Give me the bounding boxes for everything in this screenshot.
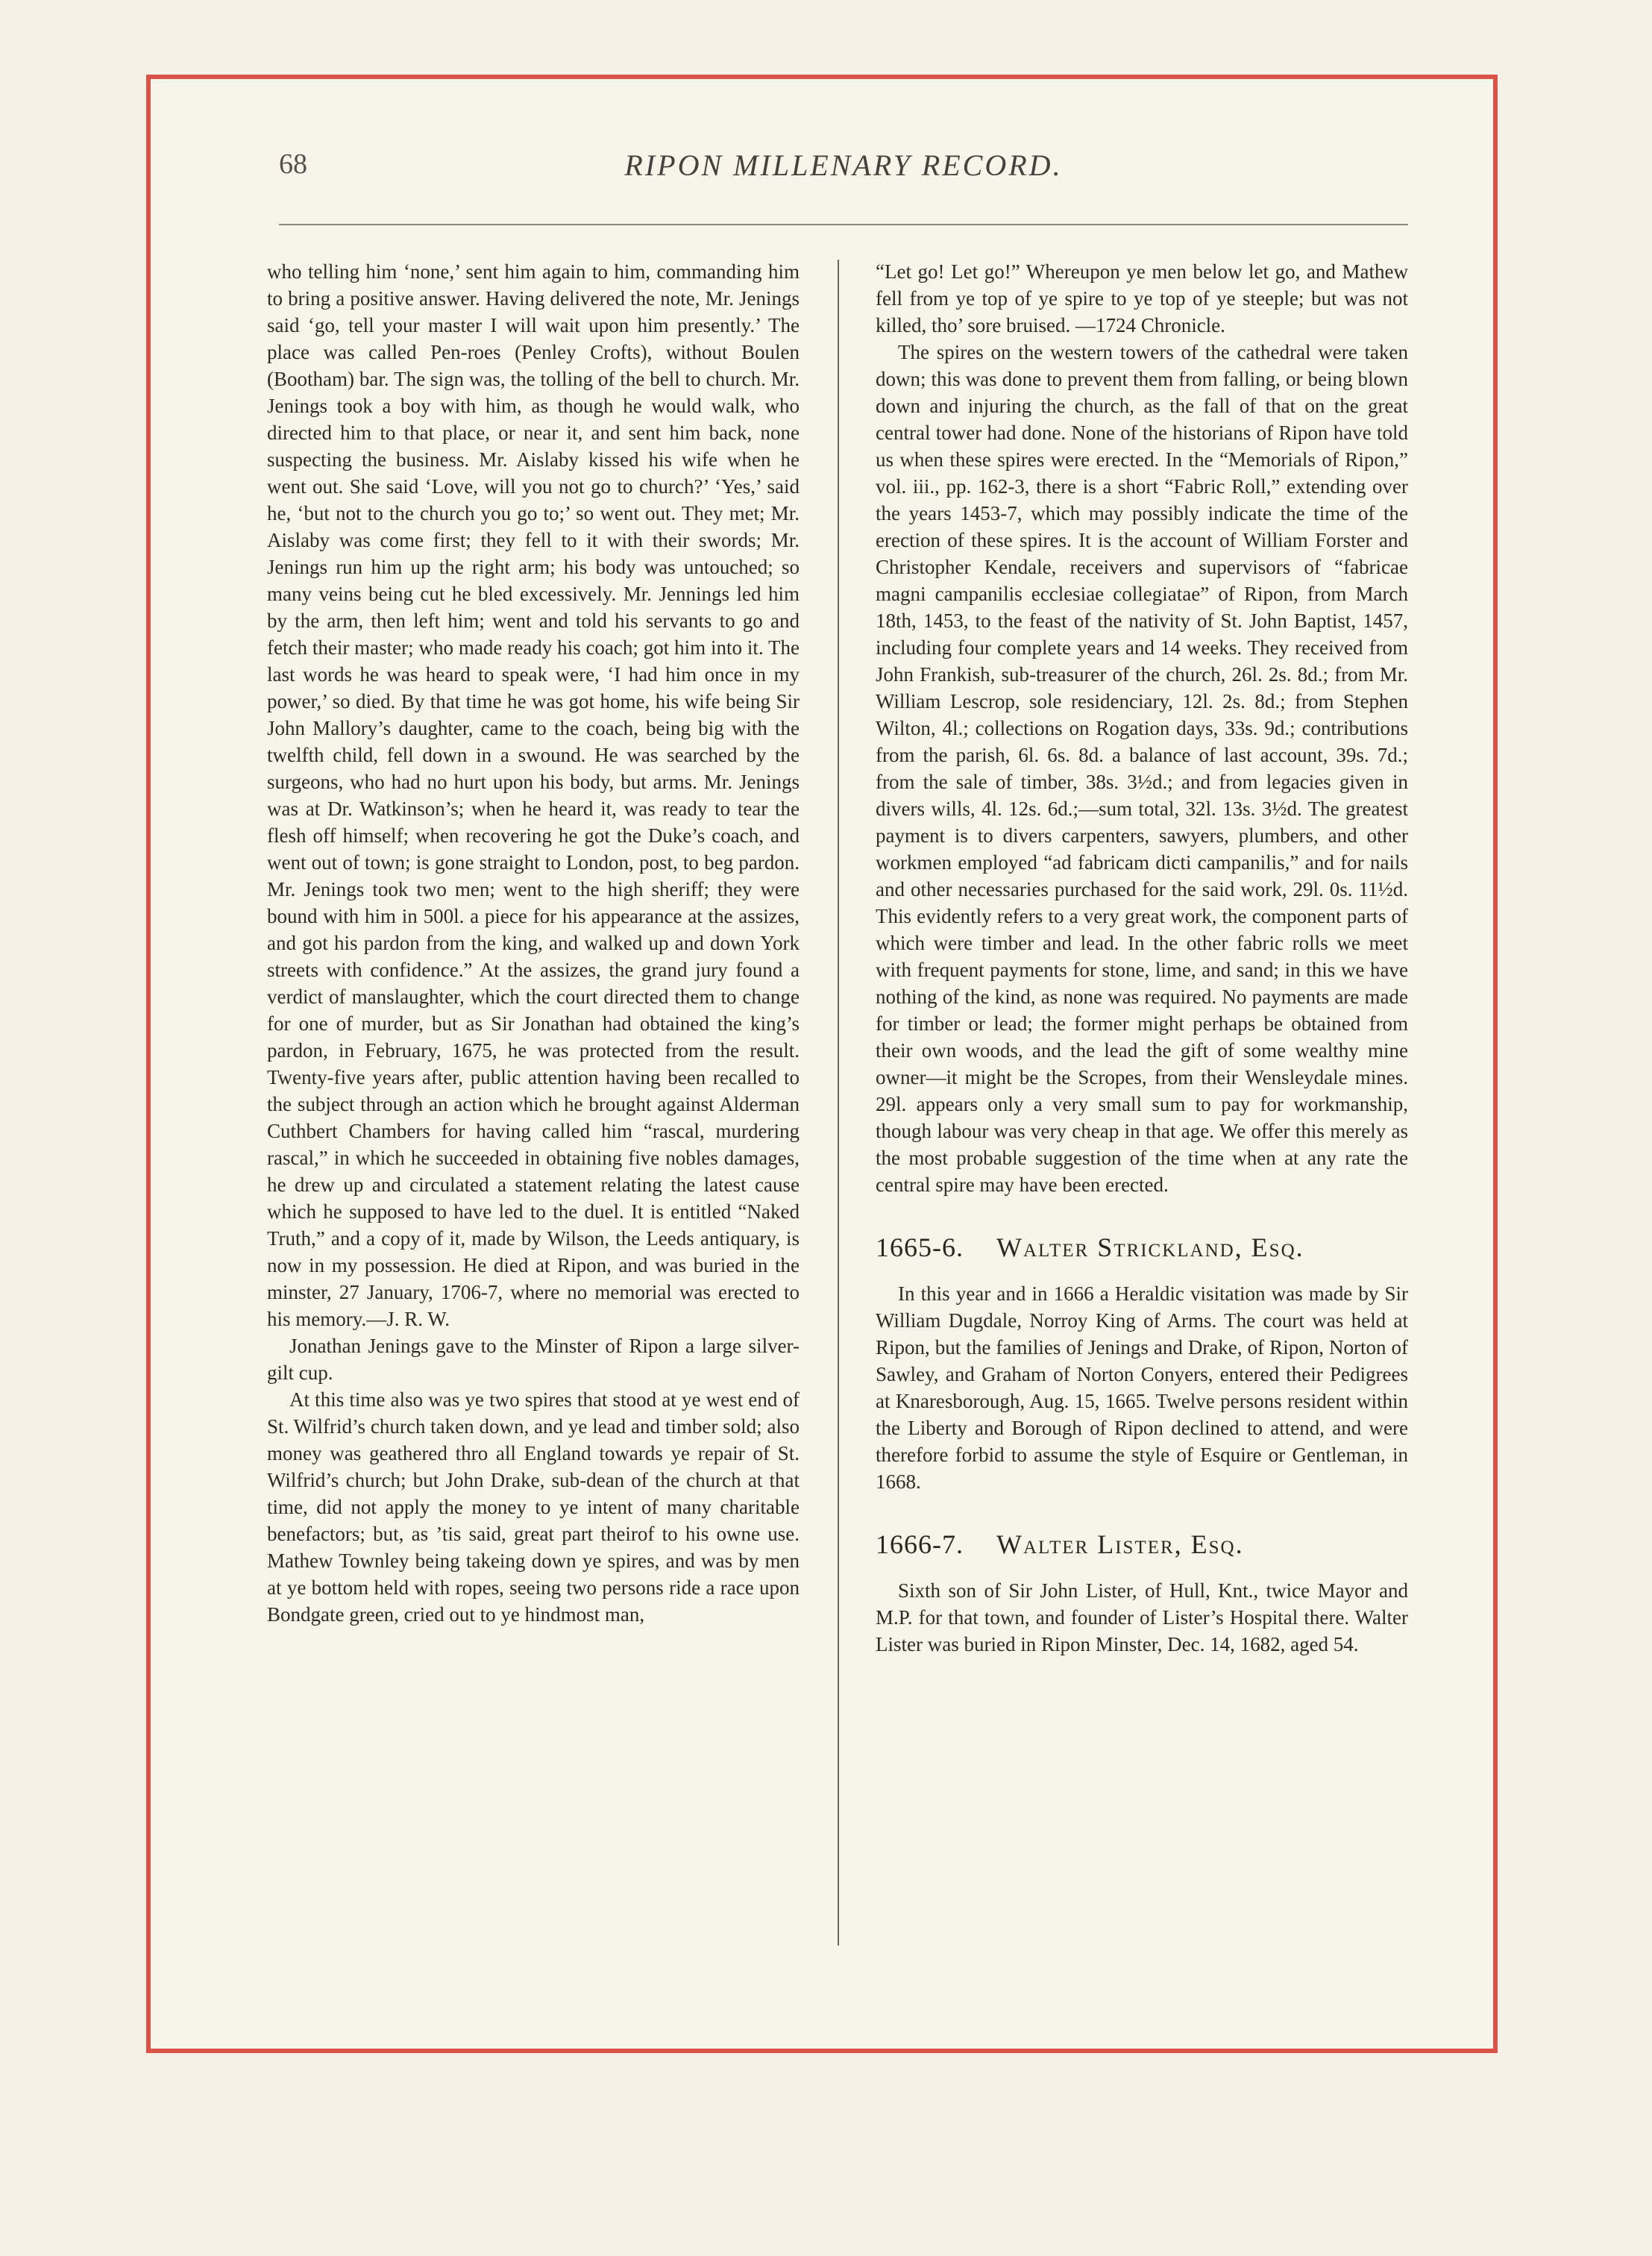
paragraph: “Let go! Let go!” Whereupon ye men below let go, and Mathew fell from ye top of ye spire to ye top of ye steeple; but was not killed, tho’ sore bruised. —1724 Chronicle. (876, 260, 1408, 336)
paragraph: At this time also was ye two spires that stood at ye west end of St. Wilfrid’s church taken down, and ye lead and timber sold; also money was geathered thro all England towards ye repair of St. Wilfrid’s church; but John Drake, sub-dean of the church at that time, did not apply the money to ye intent of many charitable benefactors; but, as ’tis said, great part theirof to his owne use. Mathew Townley being takeing down ye spires, and was by men at ye bottom held with ropes, seeing two persons ride a race upon Bondgate green, cried out to ye hindmost man, (267, 1388, 800, 1626)
paragraph: In this year and in 1666 a Heraldic visitation was made by Sir William Dugdale, Norroy King of Arms. The court was held at Ripon, but the families of Jenings and Drake, of Ripon, Norton of Sawley, and Graham of Norton Conyers, entered their Pedigrees at Knaresborough, Aug. 15, 1665. Twelve persons resident within the Liberty and Borough of Ripon declined to attend, and were therefore forbid to assume the style of Esquire or Gentleman, in 1668. (876, 1282, 1408, 1493)
running-head (279, 148, 1408, 189)
section-name: Walter Lister, Esq. (996, 1529, 1244, 1559)
paragraph: Jonathan Jenings gave to the Minster of Ripon a large silver-gilt cup. (267, 1335, 800, 1384)
section-year: 1666-7. (876, 1529, 964, 1559)
column-rule (838, 260, 839, 1946)
section-heading (876, 1528, 1408, 1561)
header-rule (279, 224, 1408, 225)
paragraph: The spires on the western towers of the cathedral were taken down; this was done to prevent them from falling, or being blown down and injuring the church, as the fall of that on the great central tower had done. None of the historians of Ripon have told us when these spires were erected. In the “Memorials of Ripon,” vol. iii., pp. 162-3, there is a short “Fabric Roll,” extending over the years 1453-7, which may possibly indicate the time of the erection of these spires. It is the account of William Forster and Christopher Kendale, receivers and supervisors of “fabricae magni campanilis ecclesiae collegiatae” of Ripon, from March 18th, 1453, to the feast of the nativity of St. John Baptist, 1457, including four complete years and 14 weeks. They received from John Frankish, sub-treasurer of the church, 26l. 2s. 8d.; from Mr. William Lescrop, sole residenciary, 12l. 2s. 8d.; from Stephen Wilton, 4l.; collections on Rogation days, 33s. 9d.; contributions from the parish, 6l. 6s. 8d. a balance of last account, 39s. 7d.; from the sale of timber, 38s. 3½d.; and from legacies given in divers wills, 4l. 12s. 6d.;—sum total, 32l. 13s. 3½d. The greatest payment is to divers carpenters, sawyers, plumbers, and other workmen employed “ad fabricam dicti campanilis,” and for nails and other necessaries purchased for the said work, 29l. 0s. 11½d. This evidently refers to a very great work, the component parts of which were timber and lead. In the other fabric rolls we meet with frequent payments for stone, lime, and sand; in this we have nothing of the kind, as none was required. No payments are made for timber or lead; the former might perhaps be obtained from their own woods, and the lead the gift of some wealthy mine owner—it might be the Scropes, from their Wensleydale mines. 29l. appears only a very small sum to pay for workmanship, though labour was very cheap in that age. We offer this merely as the most probable suggestion of the time when at any rate the central spire may have been erected. (876, 341, 1408, 1196)
section-name: Walter Strickland, Esq. (996, 1232, 1304, 1262)
page-title: RIPON MILLENARY RECORD. (624, 148, 1063, 182)
left-column (267, 258, 800, 1628)
paragraph: Sixth son of Sir John Lister, of Hull, Knt., twice Mayor and M.P. for that town, and founder of Lister’s Hospital there. Walter Lister was buried in Ripon Minster, Dec. 14, 1682, aged 54. (876, 1579, 1408, 1655)
section-heading (876, 1231, 1408, 1264)
page-number: 68 (279, 148, 307, 180)
paragraph: who telling him ‘none,’ sent him again to him, commanding him to bring a positive answer. Having delivered the note, Mr. Jenings said ‘go, tell your master I will wait upon him presently.’ The place was called Pen-roes (Penley Crofts), without Boulen (Bootham) bar. The sign was, the tolling of the bell to church. Mr. Jenings took a boy with him, as though he would walk, who directed him to that place, or near it, and sent him back, none suspecting the business. Mr. Aislaby kissed his wife when he went out. She said ‘Love, will you not go to church?’ ‘Yes,’ said he, ‘but not to the church you go to;’ so went out. They met; Mr. Aislaby was come first; they fell to it with their swords; Mr. Jenings run him up the right arm; his body was untouched; so many veins being cut he bled excessively. Mr. Jennings led him by the arm, then left him; went and told his servants to go and fetch their master; who made ready his coach; got him into it. The last words he was heard to speak were, ‘I had him once in my power,’ so died. By that time he was got home, his wife being Sir John Mallory’s daughter, came to the coach, being big with the twelfth child, fell down in a swound. He was searched by the surgeons, who had no hurt upon his body, but arms. Mr. Jenings was at Dr. Watkinson’s; when he heard it, was ready to tear the flesh off himself; when recovering he got the Duke’s coach, and went out of town; is gone straight to London, post, to beg pardon. Mr. Jenings took two men; went to the high sheriff; they were bound with him in 500l. a piece for his appearance at the assizes, and got his pardon from the king, and walked up and down York streets with confidence.” At the assizes, the grand jury found a verdict of manslaughter, which the court directed them to change for one of murder, but as Sir Jonathan had obtained the king’s pardon, in February, 1675, he was protected from the result. Twenty-five years after, public attention having been recalled to the subject through an action which he brought against Alderman Cuthbert Chambers for having called him “rascal, murdering rascal,” in which he succeeded in obtaining five nobles damages, he drew up and circulated a statement relating the latest cause which he supposed to have led to the duel. It is entitled “Naked Truth,” and a copy of it, made by Wilson, the Leeds antiquary, is now in my possession. He died at Ripon, and was buried in the minster, 27 January, 1706-7, where no memorial was erected to his memory.—J. R. W. (267, 260, 800, 1330)
section-year: 1665-6. (876, 1232, 964, 1262)
right-column (876, 258, 1408, 1658)
